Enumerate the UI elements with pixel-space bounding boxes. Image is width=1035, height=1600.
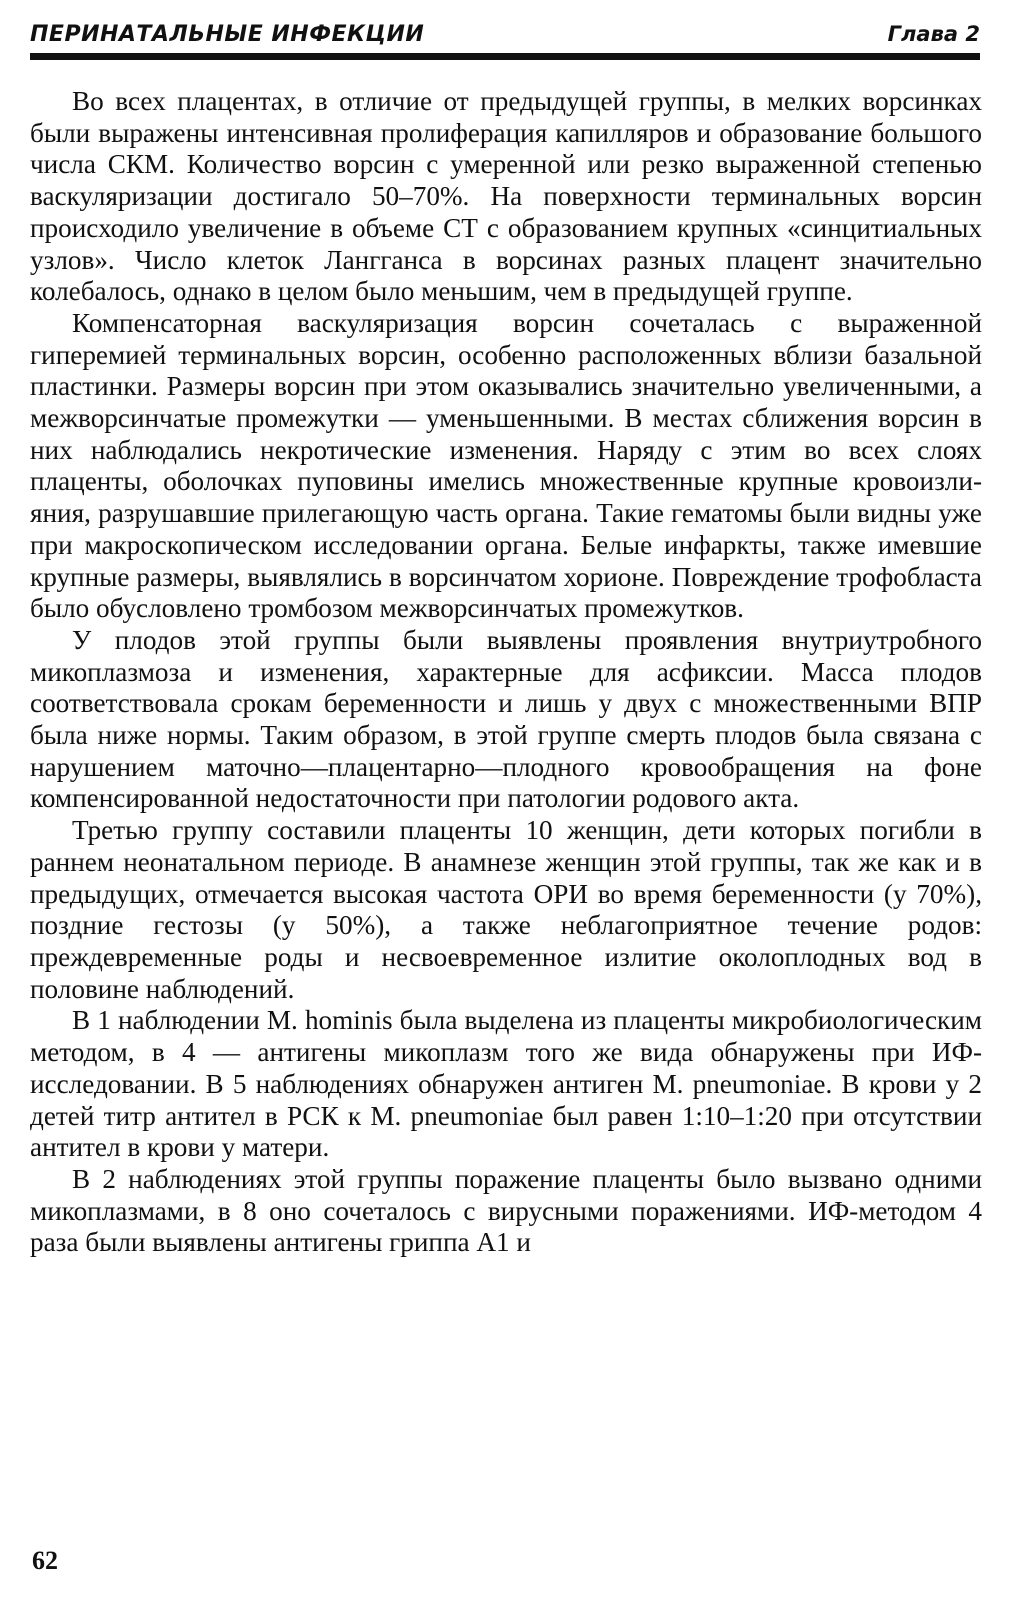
running-head xyxy=(30,14,980,54)
chapter-label: Глава 2 xyxy=(887,22,980,46)
paragraph: Компенсаторная васкуляризация ворсин сочеталась с выраженной гиперемией терминальных ворсин, особенно расположенных вблизи базальной пластинки. Размеры ворсин при этом оказывались значительно увеличенными, а межворсинчатые промежутки — уменьшенными. В местах сближения ворсин в них наблюдались некротические изменения. Наряду с этим во всех слоях плаценты, оболочках пуповины имелись множественные крупные кровоизлияния, разрушавшие прилегающую часть органа. Такие гематомы были видны уже при макроскопическом исследовании органа. Белые инфаркты, также имевшие крупные размеры, выявлялись в ворсинчатом хорионе. Повреждение трофобласта было обусловлено тромбозом межворсинчатых промежутков. xyxy=(30,307,982,624)
paragraph: В 2 наблюдениях этой группы поражение плаценты было вызвано одними микоплазмами, в 8 оно сочеталось с вирусными поражениями. ИФ-методом 4 раза были выявлены антигены гриппа А1 и xyxy=(30,1163,982,1258)
page-number: 62 xyxy=(32,1546,58,1575)
paragraph: У плодов этой группы были выявлены проявления внутриутробного микоплазмоза и изменения, характерные для асфиксии. Масса плодов соответствовала срокам беременности и лишь у двух с множественными ВПР была ниже нормы. Таким образом, в этой группе смерть плодов была связана с нарушением маточно—плацентарно—плодного кровообращения на фоне компенсированной недостаточности при патологии родового акта. xyxy=(30,624,982,814)
section-title: ПЕРИНАТАЛЬНЫЕ ИНФЕКЦИИ xyxy=(30,22,425,47)
body-text xyxy=(30,86,982,1259)
paragraph: Во всех плацентах, в отличие от предыдущей группы, в мелких ворсинках были выражены интенсивная пролиферация капилляров и образование большого числа СКМ. Количество ворсин с умеренной или резко выраженной степенью васкуляризации достигало 50–70%. На поверхности терминальных ворсин происходило увеличение в объеме СТ с образованием крупных «синцитиальных узлов». Число клеток Лангганса в ворсинах разных плацент значительно колебалось, однако в целом было меньшим, чем в предыдущей группе. xyxy=(30,86,982,307)
paragraph: В 1 наблюдении M. hominis была выделена из плаценты микробиологическим методом, в 4 — антигены микоплазм того же вида обнаружены при ИФ-исследовании. В 5 наблюдениях обнаружен антиген M. pneumoniae. В крови у 2 детей титр антител в РСК к M. pneumoniae был равен 1:10–1:20 при отсутствии антител в крови у матери. xyxy=(30,1005,982,1163)
paragraph: Третью группу составили плаценты 10 женщин, дети которых погибли в раннем неонатальном периоде. В анамнезе женщин этой группы, так же как и в предыдущих, отмечается высокая частота ОРИ во время беременности (у 70%), поздние гестозы (у 50%), а также неблагоприятное течение родов: преждевременные роды и несвоевременное излитие околоплодных вод в половине наблюдений. xyxy=(30,815,982,1004)
header-rule xyxy=(30,53,980,60)
